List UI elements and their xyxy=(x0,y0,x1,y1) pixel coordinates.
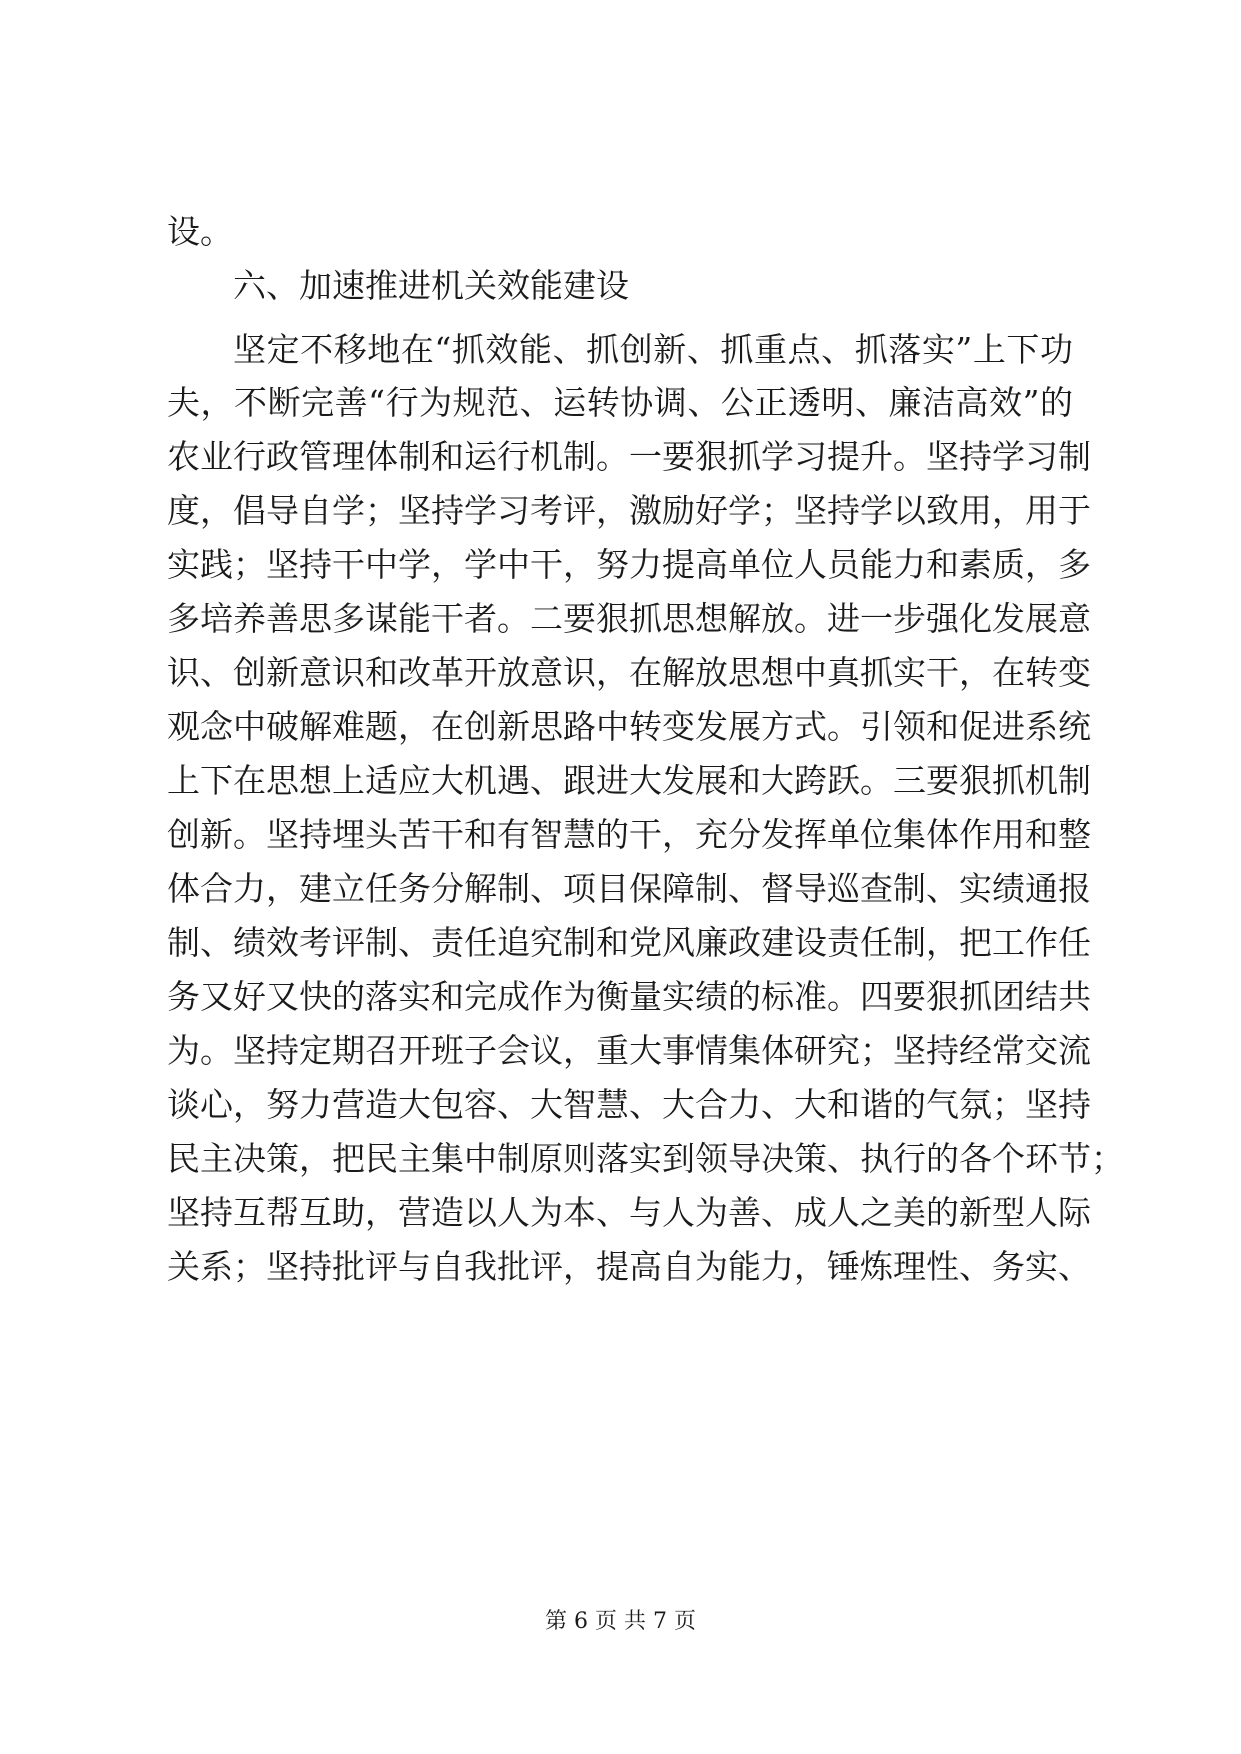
text-line: 设。 xyxy=(167,212,233,251)
text-line: 民主决策，把民主集中制原则落实到领导决策、执行的各个环节； xyxy=(167,1139,1124,1178)
text-line: 识、创新意识和改革开放意识，在解放思想中真抓实干，在转变 xyxy=(167,653,1091,692)
text-line: 关系；坚持批评与自我批评，提高自为能力，锤炼理性、务实、 xyxy=(167,1247,1091,1286)
text-line: 度，倡导自学；坚持学习考评，激励好学；坚持学以致用，用于 xyxy=(167,491,1091,530)
text-line: 夫，不断完善“行为规范、运转协调、公正透明、廉洁高效”的 xyxy=(167,383,1073,422)
text-line: 谈心，努力营造大包容、大智慧、大合力、大和谐的气氛；坚持 xyxy=(167,1085,1091,1124)
text-line: 坚持互帮互助，营造以人为本、与人为善、成人之美的新型人际 xyxy=(167,1193,1091,1232)
text-line: 为。坚持定期召开班子会议，重大事情集体研究；坚持经常交流 xyxy=(167,1031,1091,1070)
text-line: 多培养善思多谋能干者。二要狠抓思想解放。进一步强化发展意 xyxy=(167,599,1091,638)
text-line: 上下在思想上适应大机遇、跟进大发展和大跨跃。三要狠抓机制 xyxy=(167,761,1091,800)
text-line: 实践；坚持干中学，学中干，努力提高单位人员能力和素质，多 xyxy=(167,545,1091,584)
page-number-footer: 第 6 页 共 7 页 xyxy=(545,1609,696,1634)
text-line: 体合力，建立任务分解制、项目保障制、督导巡查制、实绩通报 xyxy=(167,869,1091,908)
text-line: 制、绩效考评制、责任追究制和党风廉政建设责任制，把工作任 xyxy=(167,923,1091,962)
section-heading: 六、加速推进机关效能建设 xyxy=(233,266,629,305)
text-line: 观念中破解难题，在创新思路中转变发展方式。引领和促进系统 xyxy=(167,707,1091,746)
text-line: 创新。坚持埋头苦干和有智慧的干，充分发挥单位集体作用和整 xyxy=(167,815,1091,854)
text-line: 务又好又快的落实和完成作为衡量实绩的标准。四要狠抓团结共 xyxy=(167,977,1091,1016)
text-line: 农业行政管理体制和运行机制。一要狠抓学习提升。坚持学习制 xyxy=(167,437,1091,476)
text-line: 坚定不移地在“抓效能、抓创新、抓重点、抓落实”上下功 xyxy=(233,330,1073,369)
